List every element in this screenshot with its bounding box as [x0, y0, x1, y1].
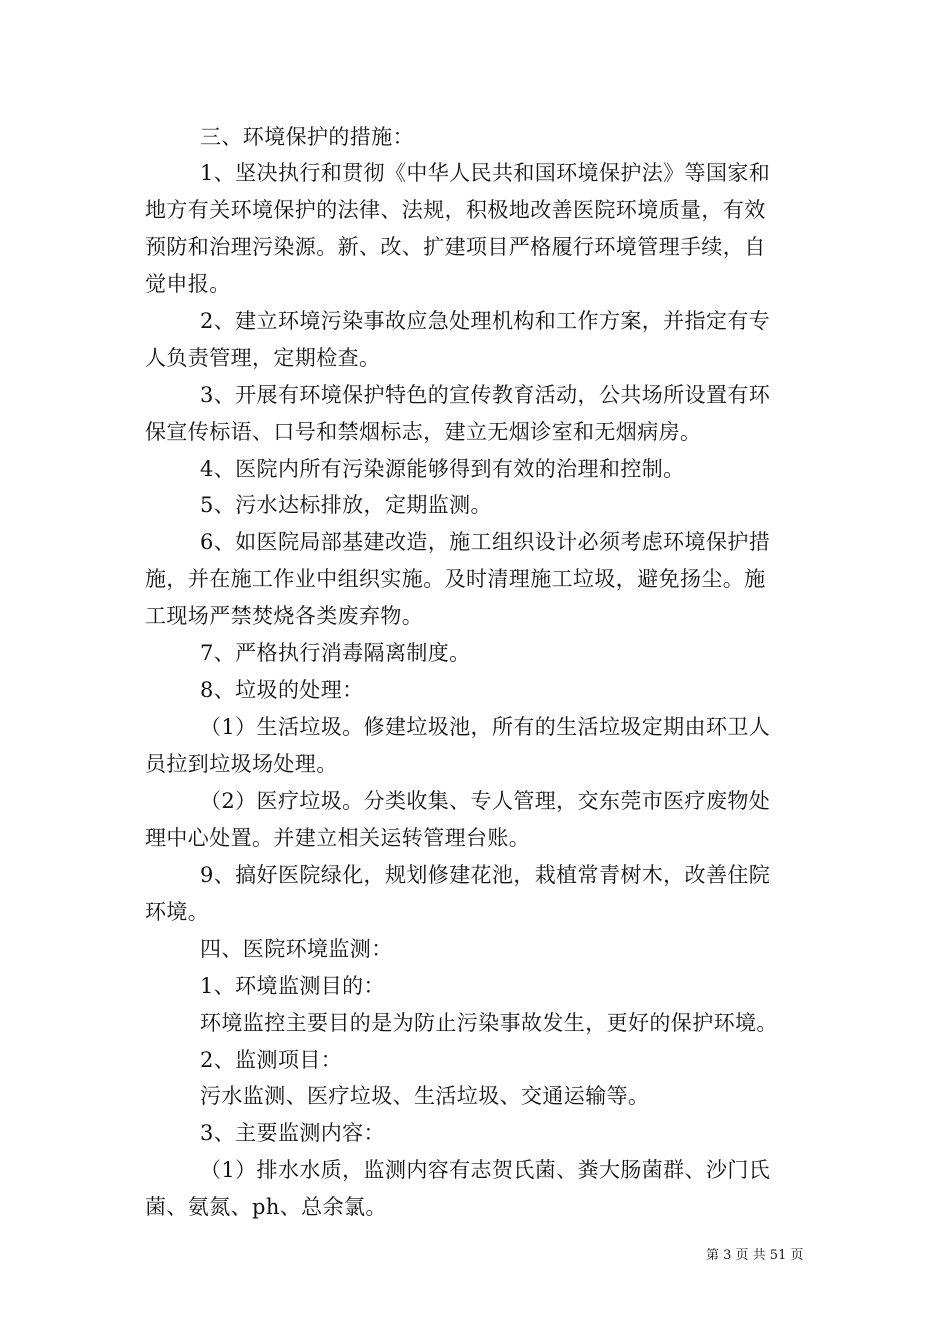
- paragraph-line: 3、开展有环境保护特色的宣传教育活动，公共场所设置有环: [200, 383, 771, 407]
- paragraph-line: 9、搞好医院绿化，规划修建花池，栽植常青树木，改善住院: [200, 863, 771, 887]
- page-number: 第 3 页 共 51 页: [706, 1248, 804, 1263]
- paragraph-line: 施，并在施工作业中组织实施。及时清理施工垃圾，避免扬尘。施: [145, 567, 766, 591]
- paragraph-line: 5、污水达标排放，定期监测。: [200, 493, 492, 517]
- paragraph-line: 预防和治理污染源。新、改、扩建项目严格履行环境管理手续，自: [145, 235, 766, 259]
- paragraph-line: 环境。: [145, 900, 210, 924]
- section-heading: 三、环境保护的措施：: [200, 125, 414, 149]
- paragraph-line: （1）排水水质，监测内容有志贺氏菌、粪大肠菌群、沙门氏: [200, 1158, 771, 1182]
- paragraph-line: 2、建立环境污染事故应急处理机构和工作方案，并指定有专: [200, 309, 771, 333]
- paragraph-line: 地方有关环境保护的法律、法规，积极地改善医院环境质量，有效: [145, 198, 766, 222]
- paragraph-line: 污水监测、医疗垃圾、生活垃圾、交通运输等。: [200, 1084, 650, 1108]
- paragraph-line: 环境监控主要目的是为防止污染事故发生，更好的保护环境。: [200, 1011, 778, 1035]
- paragraph-line: 8、垃圾的处理：: [200, 678, 364, 702]
- paragraph-line: 理中心处置。并建立相关运转管理台账。: [145, 826, 531, 850]
- paragraph-line: 3、主要监测内容：: [200, 1121, 385, 1145]
- paragraph-line: 6、如医院局部基建改造，施工组织设计必须考虑环境保护措: [200, 530, 771, 554]
- paragraph-line: 7、严格执行消毒隔离制度。: [200, 641, 471, 665]
- paragraph-line: （2）医疗垃圾。分类收集、专人管理，交东莞市医疗废物处: [200, 789, 771, 813]
- paragraph-line: 觉申报。: [145, 272, 231, 296]
- paragraph-line: （1）生活垃圾。修建垃圾池，所有的生活垃圾定期由环卫人: [200, 715, 771, 739]
- paragraph-line: 1、坚决执行和贯彻《中华人民共和国环境保护法》等国家和: [200, 161, 771, 185]
- paragraph-line: 人负责管理，定期检查。: [145, 346, 381, 370]
- section-heading: 四、医院环境监测：: [200, 937, 393, 961]
- paragraph-line: 工现场严禁焚烧各类废弃物。: [145, 604, 424, 628]
- paragraph-line: 菌、氨氮、ph、总余氯。: [145, 1195, 387, 1219]
- paragraph-line: 保宣传标语、口号和禁烟标志，建立无烟诊室和无烟病房。: [145, 420, 702, 444]
- paragraph-line: 4、医院内所有污染源能够得到有效的治理和控制。: [200, 457, 685, 481]
- paragraph-line: 2、监测项目：: [200, 1048, 343, 1072]
- paragraph-line: 员拉到垃圾场处理。: [145, 752, 338, 776]
- paragraph-line: 1、环境监测目的：: [200, 974, 385, 998]
